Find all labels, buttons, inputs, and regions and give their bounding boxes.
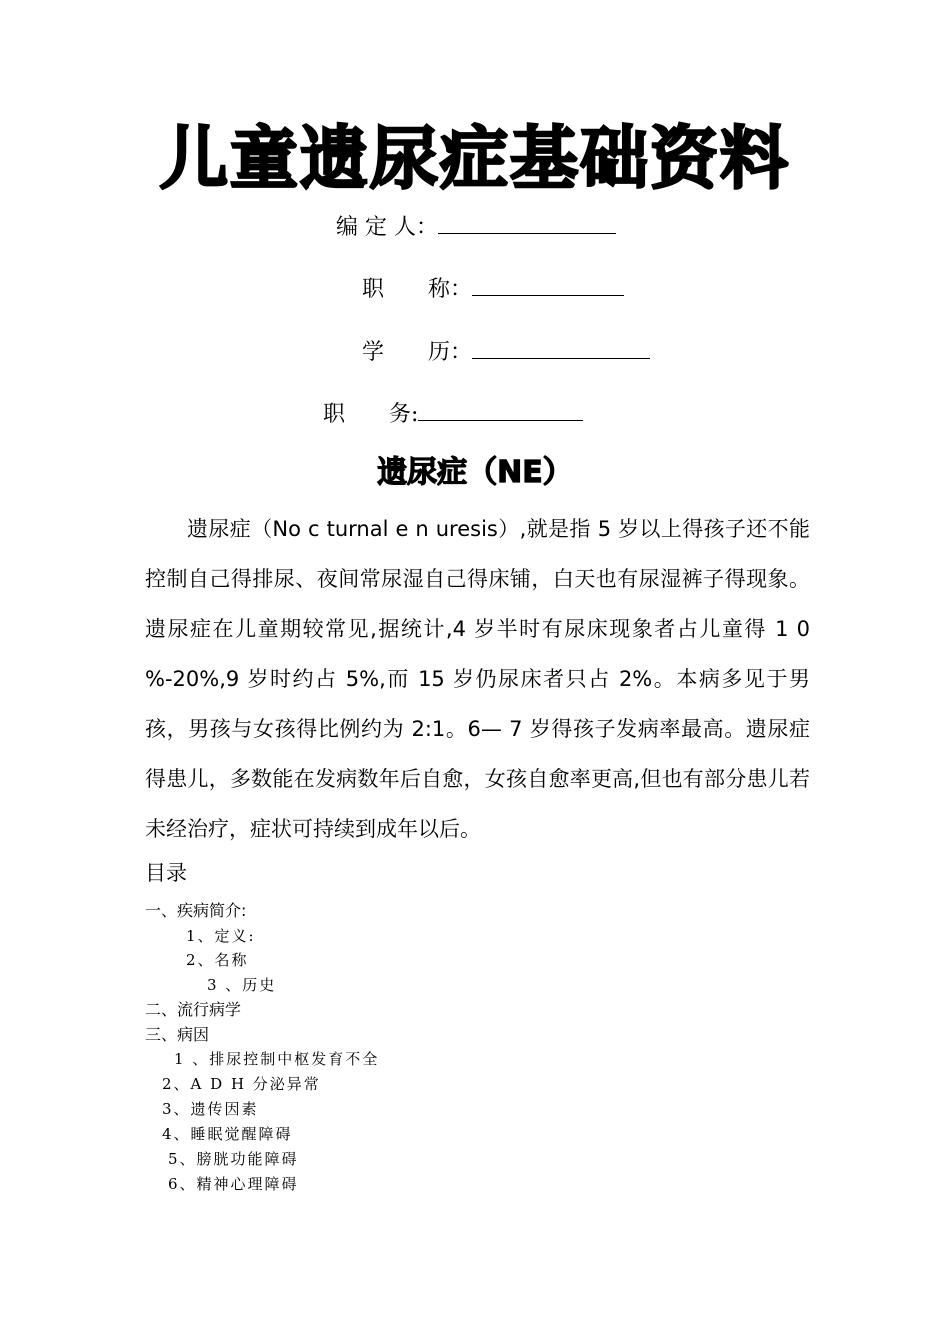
education-label: 学 历： [362,340,473,365]
toc-item: 1、定义: [186,927,256,945]
toc-item: 4、睡眠觉醒障碍 [162,1125,293,1143]
title-blank [472,273,624,296]
toc-item: 5、膀胱功能障碍 [168,1150,299,1168]
toc-item: 3、遗传因素 [162,1100,259,1118]
toc-item: 1 、排尿控制中枢发育不全 [174,1050,380,1068]
title-label: 职 称： [362,277,473,302]
education-field [362,336,650,368]
editor-label: 编 定 人： [336,215,438,240]
intro-paragraph: 遗尿症（No c turnal e n uresis）,就是指 5 岁以上得孩子还不能控制自己得排尿、夜间常尿湿自己得床铺，白天也有尿湿裤子得现象。遗尿症在儿童期较常见,据统计,4 岁半时有尿床现象者占儿童得 1 0 %-20%,9 岁时约占 5%,而 15 岁仍尿床者只占 2%。本病多见于男孩，男孩与女孩得比例约为 2:1。6— 7 岁得孩子发病率最高。遗尿症得患儿，多数能在发病数年后自愈，女孩自愈率更高,但也有部分患儿若未经治疗，症状可持续到成年以后。 [145,517,810,841]
toc-title: 目录 [145,861,187,885]
toc-item: 一、疾病简介: [145,901,247,920]
position-label: 职 务: [323,402,419,427]
toc-item: 2、名称 [186,951,249,969]
toc-item: 2、A D H 分泌异常 [162,1075,321,1093]
title-field [362,273,624,305]
toc-item: 3 、历史 [207,976,277,994]
toc-item: 6、精神心理障碍 [168,1175,299,1193]
toc-item: 三、病因 [145,1025,210,1044]
editor-blank [438,211,616,234]
section-subtitle: 遗尿症（NE） [377,455,573,490]
position-field [323,398,583,430]
position-blank [418,398,583,421]
education-blank [472,336,650,359]
document-title: 儿童遗尿症基础资料 [159,120,790,199]
editor-field [336,211,616,243]
toc-item: 二、流行病学 [145,1000,242,1019]
